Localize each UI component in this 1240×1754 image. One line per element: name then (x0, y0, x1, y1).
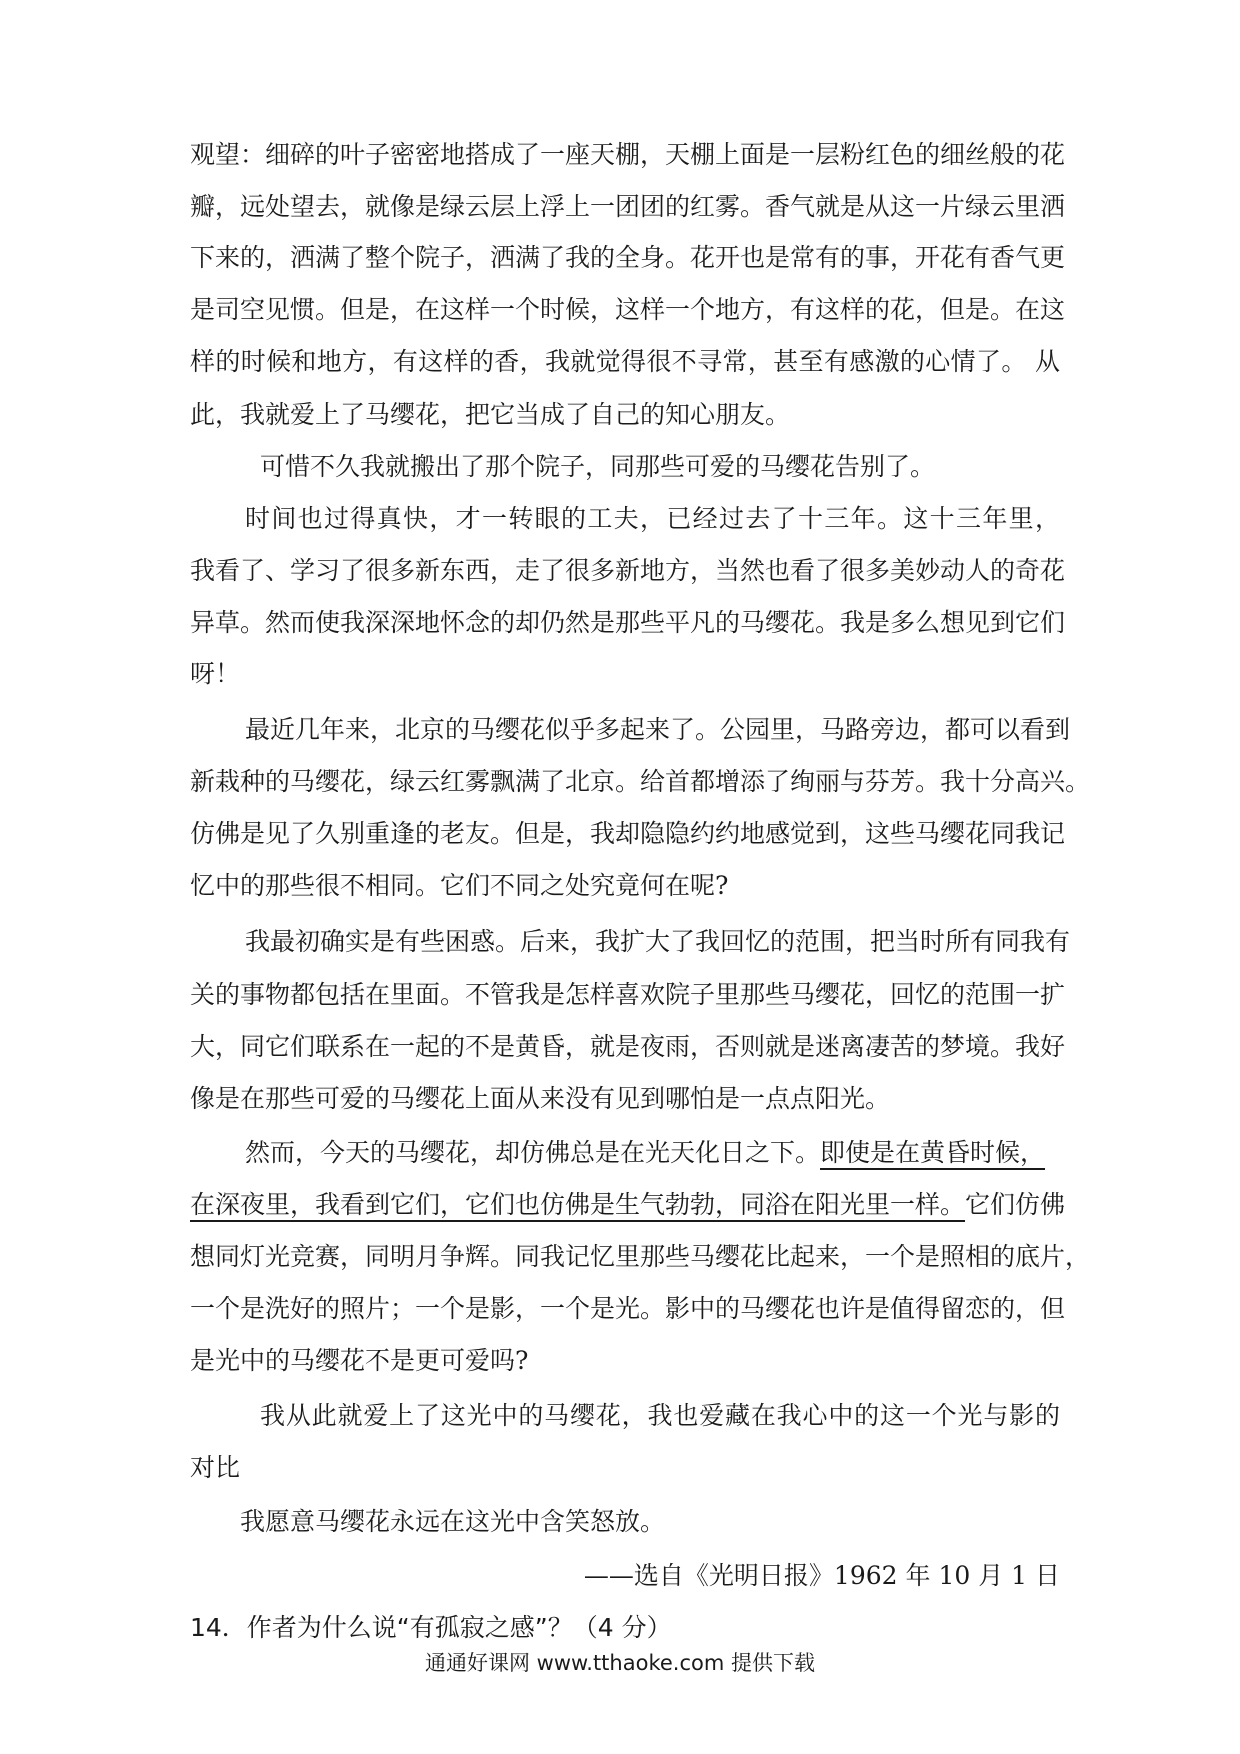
text-line: 仿佛是见了久别重逢的老友。但是，我却隐隐约约地感觉到，这些马缨花同我记 (190, 819, 1066, 848)
underlined-text: 即使是在黄昏时候， (820, 1138, 1046, 1167)
text-line (245, 1135, 1060, 1171)
text-line: 想同灯光竞赛，同明月争辉。同我记忆里那些马缨花比起来，一个是照相的底片， (190, 1242, 1091, 1271)
text-line (190, 1187, 1066, 1223)
text-line: 瓣，远处望去，就像是绿云层上浮上一团团的红雾。香气就是从这一片绿云里洒 (190, 192, 1066, 221)
line-text: 然而，今天的马缨花，却仿佛总是在光天化日之下。 (245, 1138, 821, 1167)
text-line: 我最初确实是有些困惑。后来，我扩大了我回忆的范围，把当时所有同我有 (245, 927, 1071, 956)
text-line: 是司空见惯。但是，在这样一个时候，这样一个地方，有这样的花，但是。在这 (190, 295, 1066, 324)
underlined-text: 在深夜里，我看到它们，它们也仿佛是生气勃勃，同浴在阳光里一样。 (190, 1190, 966, 1219)
text-line: 样的时候和地方，有这样的香，我就觉得很不寻常，甚至有感激的心情了。 从 (190, 347, 1060, 376)
text-line: 忆中的那些很不相同。它们不同之处究竟何在呢? (190, 871, 729, 900)
text-line: 一个是洗好的照片；一个是影，一个是光。影中的马缨花也许是值得留恋的，但 (190, 1294, 1066, 1323)
text-line: 是光中的马缨花不是更可爱吗? (190, 1346, 529, 1375)
text-line: 像是在那些可爱的马缨花上面从来没有见到哪怕是一点点阳光。 (190, 1084, 891, 1113)
text-line: 我愿意马缨花永远在这光中含笑怒放。 (240, 1507, 666, 1536)
line-text: 它们仿佛 (965, 1190, 1066, 1219)
text-line: 新栽种的马缨花，绿云红雾飘满了北京。给首都增添了绚丽与芬芳。我十分高兴。 (190, 767, 1091, 796)
text-line: 可惜不久我就搬出了那个院子，同那些可爱的马缨花告别了。 (260, 452, 936, 481)
question-14: 14．作者为什么说“有孤寂之感”？（4 分） (190, 1613, 672, 1642)
page-footer: 通通好课网 www.tthaoke.com 提供下载 (425, 1651, 815, 1675)
text-line: 异草。然而使我深深地怀念的却仍然是那些平凡的马缨花。我是多么想见到它们 (190, 608, 1066, 637)
text-line: 此，我就爱上了马缨花，把它当成了自己的知心朋友。 (190, 400, 791, 429)
text-line: 最近几年来，北京的马缨花似乎多起来了。公园里，马路旁边，都可以看到 (245, 715, 1071, 744)
text-line: 观望：细碎的叶子密密地搭成了一座天棚，天棚上面是一层粉红色的细丝般的花 (190, 140, 1066, 169)
text-line: 时间也过得真快，才一转眼的工夫，已经过去了十三年。这十三年里， (245, 504, 1060, 533)
text-line: 我从此就爱上了这光中的马缨花，我也爱藏在我心中的这一个光与影的 (260, 1401, 1060, 1430)
text-line: 下来的，洒满了整个院子，洒满了我的全身。花开也是常有的事，开花有香气更 (190, 243, 1066, 272)
text-line: 对比 (190, 1453, 241, 1482)
text-line: 呀！ (190, 659, 241, 688)
text-line: 我看了、学习了很多新东西，走了很多新地方，当然也看了很多美妙动人的奇花 (190, 556, 1066, 585)
source-citation: ——选自《光明日报》1962 年 10 月 1 日 (583, 1561, 1060, 1590)
text-line: 关的事物都包括在里面。不管我是怎样喜欢院子里那些马缨花，回忆的范围一扩 (190, 980, 1066, 1009)
text-line: 大，同它们联系在一起的不是黄昏，就是夜雨，否则就是迷离凄苦的梦境。我好 (190, 1032, 1066, 1061)
